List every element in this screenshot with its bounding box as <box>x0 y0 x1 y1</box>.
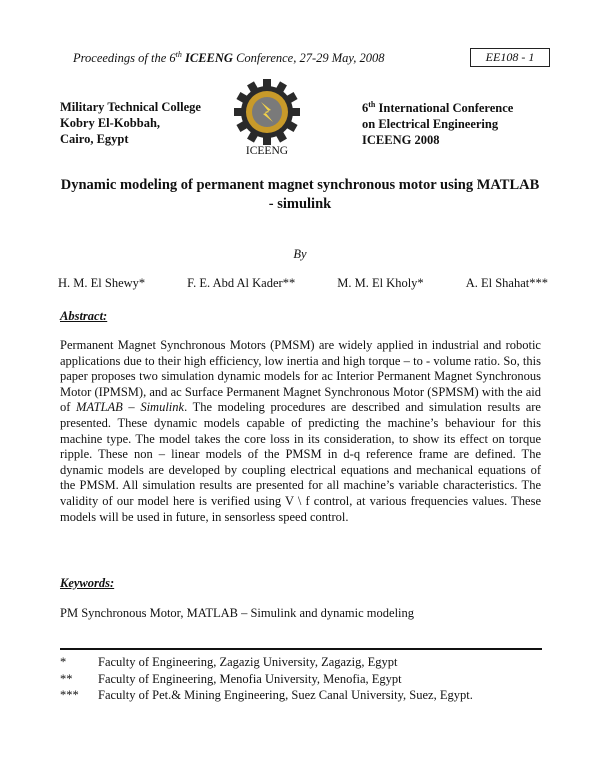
affiliation-left-line: Military Technical College <box>60 100 201 114</box>
footnotes <box>60 654 473 704</box>
keywords-heading: Keywords: <box>60 576 115 590</box>
proceedings-header <box>73 50 385 66</box>
proceedings-conf: ICEENG <box>185 51 233 66</box>
footnote-divider <box>60 648 542 650</box>
footnote <box>60 671 473 688</box>
by-label: By <box>293 247 307 261</box>
page-id: EE108 - 1 <box>485 50 535 64</box>
author: A. El Shahat*** <box>465 276 548 290</box>
proceedings-prefix: Proceedings of the 6 <box>73 51 176 66</box>
footnote-mark: *** <box>60 688 79 702</box>
abstract-heading: Abstract: <box>60 309 108 323</box>
footnote-text: Faculty of Pet.& Mining Engineering, Suez Canal University, Suez, Egypt. <box>98 688 473 702</box>
abstract-text-cont: . The modeling procedures are described and simulation results are presented. These dynamic models capable of predicting the machine’s behaviour for this machine type. The model takes the core loss in its consideration, to show its effect on torque ripple. These non – linear models of the PMSM in d-q reference frame are defined. The dynamic models are developed by coupling electrical equations and mechanical equations of the PMSM. All simulation results are presented for all machine’s variable characteristics. The validity of our model here is verified using V \ f control, at various frequencies values. These models will be used in future, in sensorless speed control. <box>60 400 541 524</box>
conf-number: 6 <box>362 101 369 116</box>
conf-name-part1: International Conference <box>375 101 514 116</box>
footnote <box>60 687 473 704</box>
author: H. M. El Shewy* <box>58 276 146 290</box>
affiliation-right-line1 <box>362 97 513 116</box>
iceeng-logo <box>226 78 308 162</box>
affiliation-left-line: Cairo, Egypt <box>60 132 129 146</box>
proceedings-suffix: Conference, 27-29 May, 2008 <box>232 51 385 66</box>
abstract-italic: MATLAB – Simulink <box>76 400 185 415</box>
abstract-body <box>60 338 541 525</box>
logo-label: ICEENG <box>245 145 289 157</box>
footnote-text: Faculty of Engineering, Menofia University, Menofia, Egypt <box>98 671 402 686</box>
affiliation-left <box>60 99 201 147</box>
conf-number-sup: th <box>368 100 376 109</box>
keywords-text: PM Synchronous Motor, MATLAB – Simulink and dynamic modeling <box>60 606 415 620</box>
author-list <box>58 276 548 291</box>
author: F. E. Abd Al Kader** <box>187 276 296 290</box>
author: M. M. El Kholy* <box>337 276 424 290</box>
affiliation-right-line3: ICEENG 2008 <box>362 133 440 148</box>
footnote-mark: ** <box>60 671 73 686</box>
footnote <box>60 654 473 671</box>
footnote-mark: * <box>60 655 67 669</box>
proceedings-sup: th <box>175 50 182 59</box>
affiliation-left-line: Kobry El-Kobbah, <box>60 116 161 130</box>
abstract-text: Permanent Magnet Synchronous Motors (PMSM) are widely applied in industrial and robotic applications due to their high efficiency, low inertia and high torque – to - volume ratio. So, this paper proposes two simulation dynamic models for ac Interior Permanent Magnet Synchronous Motor (IPMSM), and ac Surface Permanent Magnet Synchronous Motor (SPMSM) with the aid of <box>60 338 541 415</box>
footnote-text: Faculty of Engineering, Zagazig University, Zagazig, Egypt <box>98 655 398 669</box>
affiliation-right <box>362 97 513 148</box>
page-id-box <box>470 48 550 67</box>
paper-title: Dynamic modeling of permanent magnet synchronous motor using MATLAB - simulink <box>60 177 540 212</box>
affiliation-right-line2: on Electrical Engineering <box>362 117 499 132</box>
